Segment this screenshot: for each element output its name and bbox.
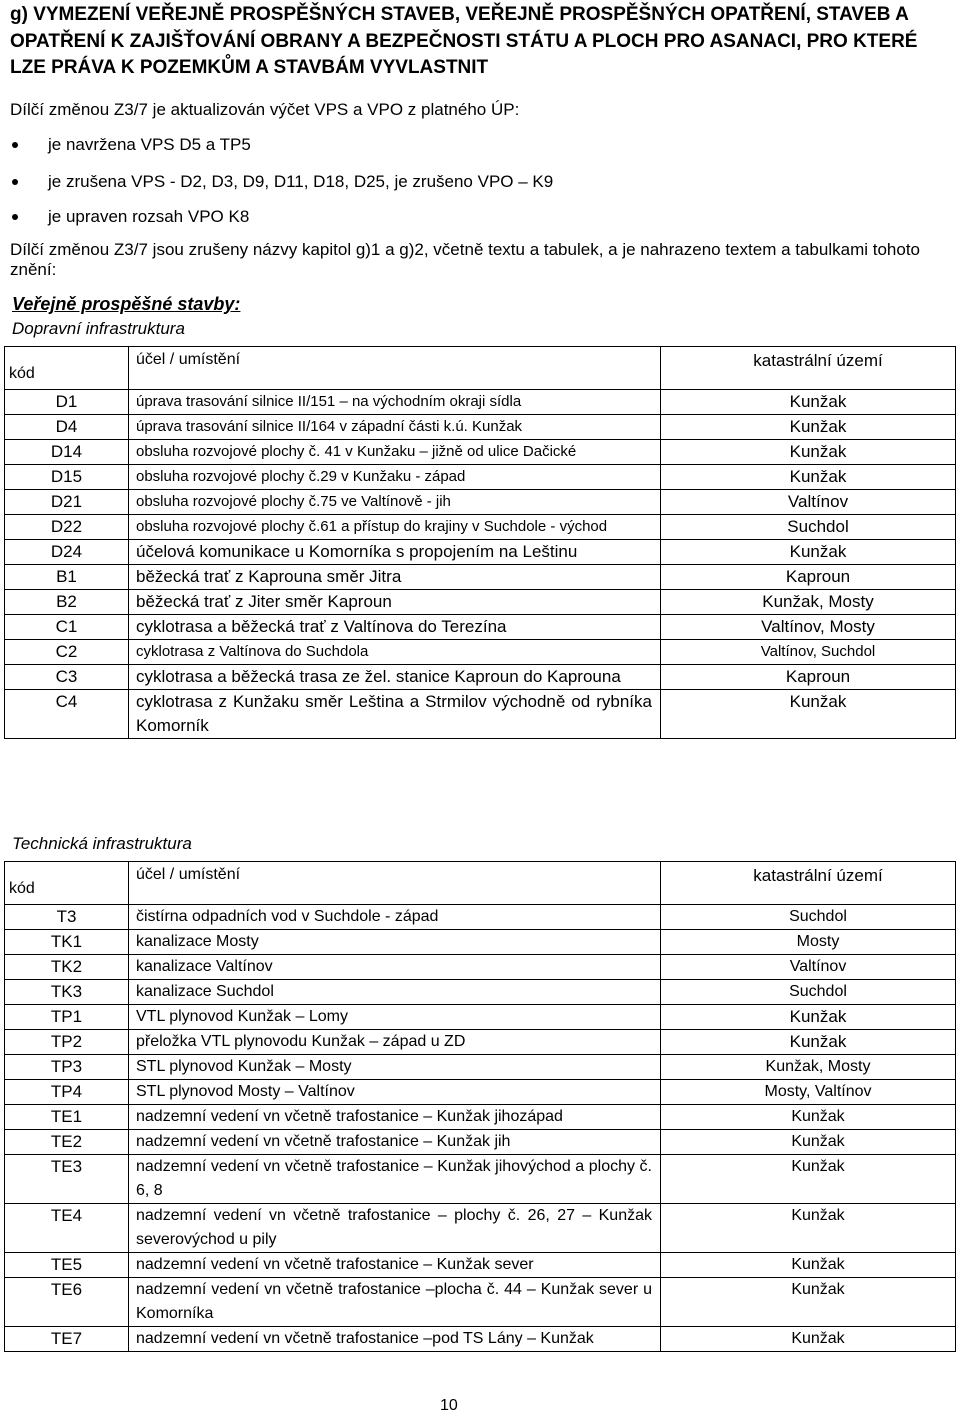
cadastre-cell: Kunžak — [661, 1130, 956, 1155]
code-cell: D15 — [5, 465, 129, 490]
table-row — [5, 1278, 956, 1327]
purpose-cell: kanalizace Suchdol — [129, 980, 661, 1005]
code-cell: C4 — [5, 690, 129, 739]
table-row — [5, 515, 956, 540]
purpose-cell: běžecká trať z Jiter směr Kaproun — [129, 590, 661, 615]
cadastre-cell: Valtínov — [661, 955, 956, 980]
cadastre-cell: Kunžak — [661, 540, 956, 565]
table-row — [5, 955, 956, 980]
purpose-cell: obsluha rozvojové plochy č.75 ve Valtínově - jih — [129, 490, 661, 515]
purpose-cell: nadzemní vedení vn včetně trafostanice – Kunžak jihozápad — [129, 1105, 661, 1130]
code-cell: T3 — [5, 905, 129, 930]
table-header-row — [5, 347, 956, 390]
purpose-cell: nadzemní vedení vn včetně trafostanice – Kunžak jihovýchod a plochy č. 6, 8 — [129, 1155, 661, 1204]
cadastre-cell: Mosty — [661, 930, 956, 955]
header-kod: kód — [5, 862, 129, 905]
cadastre-cell: Valtínov, Suchdol — [661, 640, 956, 665]
purpose-cell: kanalizace Mosty — [129, 930, 661, 955]
cadastre-cell: Kunžak — [661, 1278, 956, 1327]
purpose-cell: STL plynovod Kunžak – Mosty — [129, 1055, 661, 1080]
cadastre-cell: Valtínov, Mosty — [661, 615, 956, 640]
table-row — [5, 640, 956, 665]
code-cell: D22 — [5, 515, 129, 540]
purpose-cell: obsluha rozvojové plochy č.61 a přístup do krajiny v Suchdole - východ — [129, 515, 661, 540]
code-cell: TK2 — [5, 955, 129, 980]
purpose-cell: obsluha rozvojové plochy č.29 v Kunžaku - západ — [129, 465, 661, 490]
cadastre-cell: Valtínov — [661, 490, 956, 515]
table-row — [5, 665, 956, 690]
table-row — [5, 690, 956, 739]
code-cell: TE2 — [5, 1130, 129, 1155]
table-row — [5, 1030, 956, 1055]
code-cell: D4 — [5, 415, 129, 440]
table-row — [5, 540, 956, 565]
purpose-cell: běžecká trať z Kaprouna směr Jitra — [129, 565, 661, 590]
code-cell: TK1 — [5, 930, 129, 955]
code-cell: D21 — [5, 490, 129, 515]
code-cell: D24 — [5, 540, 129, 565]
cadastre-cell: Kunžak — [661, 690, 956, 739]
header-katastr: katastrální území — [661, 347, 956, 390]
table-row — [5, 905, 956, 930]
purpose-cell: cyklotrasa z Valtínova do Suchdola — [129, 640, 661, 665]
purpose-cell: nadzemní vedení vn včetně trafostanice – plochy č. 26, 27 – Kunžak severovýchod u pily — [129, 1204, 661, 1253]
code-cell: TP4 — [5, 1080, 129, 1105]
table-row — [5, 1253, 956, 1278]
purpose-cell: úprava trasování silnice II/164 v západní části k.ú. Kunžak — [129, 415, 661, 440]
header-ucel: účel / umístění — [129, 862, 661, 905]
purpose-cell: přeložka VTL plynovodu Kunžak – západ u ZD — [129, 1030, 661, 1055]
table-row — [5, 980, 956, 1005]
cadastre-cell: Mosty, Valtínov — [661, 1080, 956, 1105]
technical-section-title: Technická infrastruktura — [12, 834, 192, 853]
cadastre-cell: Kunžak — [661, 440, 956, 465]
bullet-text: je zrušena VPS - D2, D3, D9, D11, D18, D25, je zrušeno VPO – K9 — [48, 172, 554, 191]
header-kod: kód — [5, 347, 129, 390]
purpose-cell: STL plynovod Mosty – Valtínov — [129, 1080, 661, 1105]
purpose-cell: obsluha rozvojové plochy č. 41 v Kunžaku – jižně od ulice Dačické — [129, 440, 661, 465]
purpose-cell: úprava trasování silnice II/151 – na východním okraji sídla — [129, 390, 661, 415]
cadastre-cell: Kunžak — [661, 465, 956, 490]
table-row — [5, 1204, 956, 1253]
cadastre-cell: Suchdol — [661, 980, 956, 1005]
code-cell: TE4 — [5, 1204, 129, 1253]
code-cell: C3 — [5, 665, 129, 690]
purpose-cell: VTL plynovod Kunžak – Lomy — [129, 1005, 661, 1030]
bullet-icon — [12, 214, 18, 220]
page-number: 10 — [440, 1397, 458, 1414]
table-row — [5, 1130, 956, 1155]
cadastre-cell: Kunžak — [661, 390, 956, 415]
cadastre-cell: Kunžak — [661, 1155, 956, 1204]
cadastre-cell: Kunžak — [661, 1105, 956, 1130]
table-row — [5, 615, 956, 640]
code-cell: TE3 — [5, 1155, 129, 1204]
code-cell: TE5 — [5, 1253, 129, 1278]
transport-table — [4, 346, 956, 739]
purpose-cell: nadzemní vedení vn včetně trafostanice –plocha č. 44 – Kunžak sever u Komorníka — [129, 1278, 661, 1327]
cadastre-cell: Kunžak, Mosty — [661, 1055, 956, 1080]
table-header-row — [5, 862, 956, 905]
technical-table — [4, 861, 956, 1352]
cadastre-cell: Kunžak — [661, 1005, 956, 1030]
table-row — [5, 565, 956, 590]
cadastre-cell: Kunžak — [661, 1327, 956, 1352]
vps-title: Veřejně prospěšné stavby: — [12, 294, 241, 314]
cadastre-cell: Suchdol — [661, 905, 956, 930]
code-cell: TP2 — [5, 1030, 129, 1055]
replacement-paragraph: Dílčí změnou Z3/7 jsou zrušeny názvy kapitol g)1 a g)2, včetně textu a tabulek, a je nahrazeno textem a tabulkami tohoto znění: — [10, 240, 920, 279]
table-row — [5, 440, 956, 465]
cadastre-cell: Kunžak — [661, 1204, 956, 1253]
header-katastr: katastrální území — [661, 862, 956, 905]
bullet-text: je navržena VPS D5 a TP5 — [48, 135, 251, 154]
purpose-cell: čistírna odpadních vod v Suchdole - západ — [129, 905, 661, 930]
table-row — [5, 930, 956, 955]
cadastre-cell: Kaproun — [661, 665, 956, 690]
cadastre-cell: Kunžak, Mosty — [661, 590, 956, 615]
table-row — [5, 590, 956, 615]
table-row — [5, 1155, 956, 1204]
purpose-cell: nadzemní vedení vn včetně trafostanice – Kunžak sever — [129, 1253, 661, 1278]
purpose-cell: cyklotrasa a běžecká trať z Valtínova do Terezína — [129, 615, 661, 640]
code-cell: TE7 — [5, 1327, 129, 1352]
table-row — [5, 390, 956, 415]
cadastre-cell: Suchdol — [661, 515, 956, 540]
purpose-cell: nadzemní vedení vn včetně trafostanice – Kunžak jih — [129, 1130, 661, 1155]
bullet-text: je upraven rozsah VPO K8 — [48, 207, 250, 226]
code-cell: B1 — [5, 565, 129, 590]
header-ucel: účel / umístění — [129, 347, 661, 390]
cadastre-cell: Kunžak — [661, 1030, 956, 1055]
code-cell: TE1 — [5, 1105, 129, 1130]
code-cell: C1 — [5, 615, 129, 640]
table-row — [5, 490, 956, 515]
bullet-icon — [12, 142, 18, 148]
code-cell: TE6 — [5, 1278, 129, 1327]
purpose-cell: cyklotrasa a běžecká trasa ze žel. stanice Kaproun do Kaprouna — [129, 665, 661, 690]
chapter-heading: g) VYMEZENÍ VEŘEJNĚ PROSPĚŠNÝCH STAVEB, VEŘEJNĚ PROSPĚŠNÝCH OPATŘENÍ, STAVEB A OPATŘENÍ K ZAJIŠŤOVÁNÍ OBRANY A BEZPEČNOSTI STÁTU A PLOCH PRO ASANACI, PRO KTERÉ LZE PRÁVA K POZEMKŮM A STAVBÁM VYVLASTNIT — [10, 4, 918, 78]
code-cell: D1 — [5, 390, 129, 415]
code-cell: D14 — [5, 440, 129, 465]
code-cell: TP1 — [5, 1005, 129, 1030]
code-cell: B2 — [5, 590, 129, 615]
cadastre-cell: Kunžak — [661, 1253, 956, 1278]
table-row — [5, 1005, 956, 1030]
table-row — [5, 1080, 956, 1105]
purpose-cell: nadzemní vedení vn včetně trafostanice –pod TS Lány – Kunžak — [129, 1327, 661, 1352]
code-cell: TK3 — [5, 980, 129, 1005]
table-row — [5, 1055, 956, 1080]
table-row — [5, 1105, 956, 1130]
purpose-cell: kanalizace Valtínov — [129, 955, 661, 980]
purpose-cell: účelová komunikace u Komorníka s propojením na Leštinu — [129, 540, 661, 565]
code-cell: C2 — [5, 640, 129, 665]
bullet-icon — [12, 179, 18, 185]
table-row — [5, 1327, 956, 1352]
purpose-cell: cyklotrasa z Kunžaku směr Leština a Strmilov východně od rybníka Komorník — [129, 690, 661, 739]
table-row — [5, 415, 956, 440]
intro-paragraph: Dílčí změnou Z3/7 je aktualizován výčet VPS a VPO z platného ÚP: — [10, 100, 520, 119]
code-cell: TP3 — [5, 1055, 129, 1080]
table-row — [5, 465, 956, 490]
cadastre-cell: Kunžak — [661, 415, 956, 440]
transport-section-title: Dopravní infrastruktura — [12, 319, 185, 338]
cadastre-cell: Kaproun — [661, 565, 956, 590]
